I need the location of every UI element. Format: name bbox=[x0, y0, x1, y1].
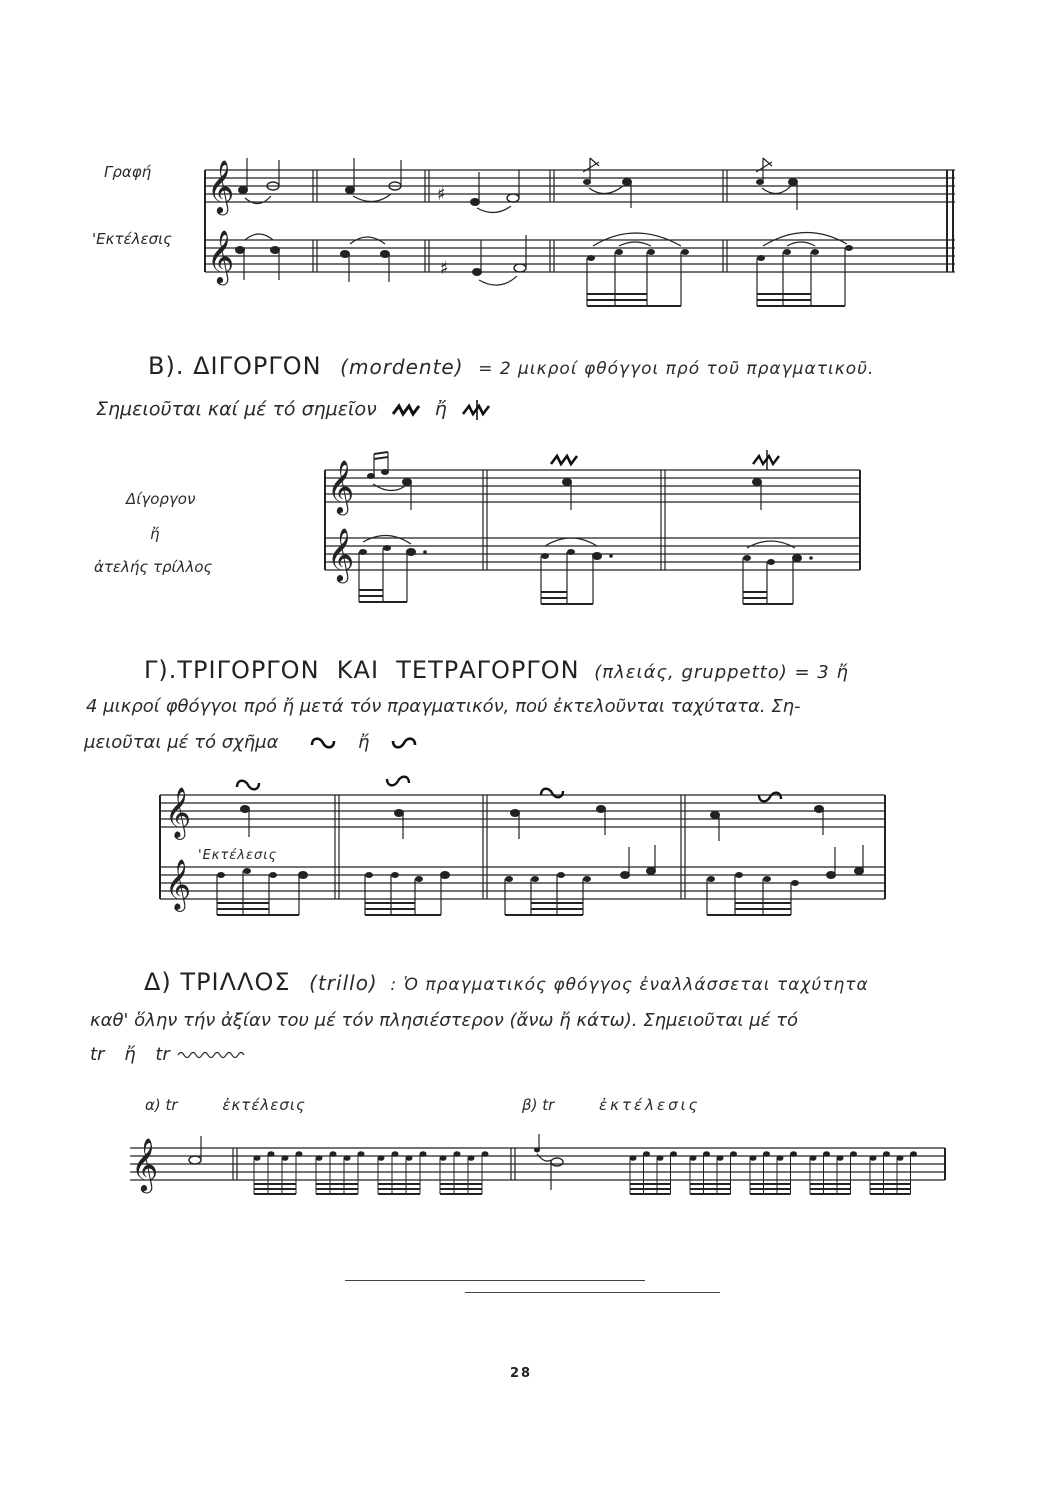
treble-clef-icon: 𝄞 bbox=[207, 159, 235, 213]
section-b-heading-paren: (mordente) bbox=[340, 355, 464, 379]
section-d-heading-rest: : Ὁ πραγματικός φθόγγος ἐναλλάσσεται ταχύτητα bbox=[390, 975, 869, 995]
section-d-line2: καθ' ὅλην τήν ἀξίαν του μέ τόν πλησιέστερον (ἄνω ἤ κάτω). Σημειοῦται μέ τό bbox=[90, 1010, 798, 1031]
treble-clef-icon: 𝄞 bbox=[327, 459, 355, 513]
section-c-line3: μειοῦται μέ τό σχῆμα bbox=[84, 732, 279, 753]
section-b-line2-or: ἤ bbox=[434, 398, 447, 420]
svg-text:♯: ♯ bbox=[440, 258, 449, 279]
label-or: ἤ bbox=[150, 525, 160, 543]
row-label-notation: Γραφή bbox=[104, 163, 152, 181]
mordent-icon bbox=[551, 456, 577, 464]
mordent-inverted-icon bbox=[461, 400, 493, 420]
mordent-inverted-icon bbox=[753, 456, 779, 464]
section-c-line2: 4 μικροί φθόγγοι πρό ἤ μετά τόν πραγματικόν, πού ἐκτελοῦνται ταχύτατα. Ση- bbox=[86, 696, 801, 717]
turn-icon bbox=[541, 789, 563, 798]
score-section-d bbox=[125, 1118, 955, 1208]
row-label-execution: 'Εκτέλεσις bbox=[92, 230, 172, 248]
turn-inverted-icon bbox=[759, 793, 781, 802]
treble-clef-icon: 𝄞 bbox=[327, 527, 355, 581]
turn-icon bbox=[237, 781, 259, 790]
section-d-tr2: tr bbox=[155, 1044, 170, 1065]
trill-label-a: α) tr bbox=[145, 1096, 178, 1114]
trill-wavy-line-icon bbox=[176, 1050, 246, 1060]
treble-clef-icon: 𝄞 bbox=[165, 859, 192, 910]
section-d-heading-paren: (trillo) bbox=[309, 971, 378, 995]
turn-inverted-icon bbox=[389, 735, 419, 751]
section-c-staff-label: 'Εκτέλεσις bbox=[198, 848, 278, 863]
staff-trill bbox=[130, 1148, 945, 1180]
label-incomplete-trill: ἀτελής τρίλλος bbox=[94, 558, 213, 576]
section-d-line3-or: ἤ bbox=[124, 1044, 136, 1065]
treble-clef-icon: 𝄞 bbox=[207, 229, 235, 283]
divider-rule-1 bbox=[345, 1280, 645, 1281]
trill-label-a-word: ἐκτέλεσις bbox=[222, 1096, 306, 1114]
staff-notation-c bbox=[160, 795, 885, 827]
mordent-icon bbox=[391, 402, 421, 418]
trill-label-b: β) tr bbox=[522, 1096, 555, 1114]
section-b-heading: Β). ΔΙΓΟΡΓΟΝ bbox=[148, 352, 322, 380]
section-b-heading-rest: = 2 μικροί φθόγγοι πρό τοῦ πραγματικοῦ. bbox=[478, 359, 875, 379]
score-section-b bbox=[315, 440, 875, 610]
section-d-tr1: tr bbox=[90, 1044, 105, 1065]
svg-text:♯: ♯ bbox=[437, 184, 446, 205]
treble-clef-icon: 𝄞 bbox=[131, 1137, 159, 1191]
section-c-line3-or: ἤ bbox=[357, 732, 370, 753]
page-number: 28 bbox=[510, 1366, 533, 1381]
section-b-line2: Σημειοῦται καί μέ τό σημεῖον bbox=[96, 398, 377, 420]
score-section-c bbox=[155, 775, 900, 920]
treble-clef-icon: 𝄞 bbox=[165, 787, 192, 838]
label-digorgon: Δίγοργον bbox=[126, 490, 196, 508]
section-c-heading: Γ).ΤΡΙΓΟΡΓΟΝ ΚΑΙ ΤΕΤΡΑΓΟΡΓΟΝ bbox=[144, 656, 580, 684]
turn-icon bbox=[308, 735, 338, 751]
section-c-heading-paren: (πλειάς, gruppetto) = 3 ἤ bbox=[594, 662, 849, 683]
trill-label-b-word: ἐκτέλεσις bbox=[599, 1096, 701, 1114]
staff-notation-b bbox=[325, 470, 860, 502]
section-d-heading: Δ) ΤΡΙΛΛΟΣ bbox=[144, 968, 291, 996]
score-section-a bbox=[195, 140, 965, 315]
turn-inverted-icon bbox=[387, 777, 409, 786]
divider-rule-2 bbox=[465, 1292, 720, 1293]
